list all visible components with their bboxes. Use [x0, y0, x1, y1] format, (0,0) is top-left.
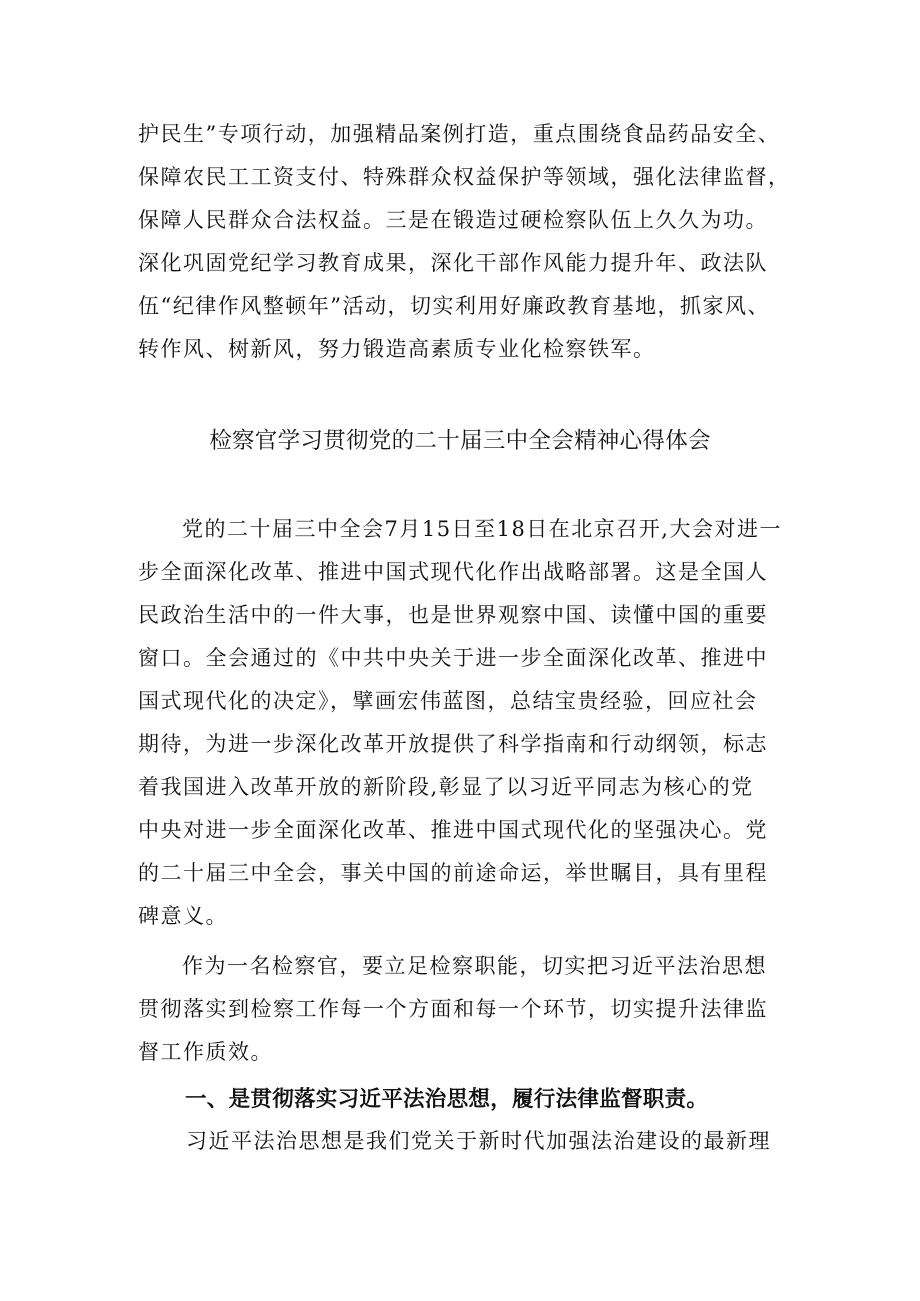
text-line: 党的二十届三中全会7月15日至18日在北京召开,大会对进一	[182, 517, 782, 541]
section-heading: 一、是贯彻落实习近平法治思想，履行法律监督职责。	[185, 1087, 709, 1112]
text-line: 步全面深化改革、推进中国式现代化作出战略部署。这是全国人	[138, 560, 768, 584]
text-line: 伍“纪律作风整顿年”活动，切实利用好廉政教育基地，抓家风、	[138, 294, 770, 318]
text-line: 督工作质效。	[138, 1040, 273, 1064]
text-line: 转作风、树新风，努力锻造高素质专业化检察铁军。	[138, 337, 656, 361]
text-line: 习近平法治思想是我们党关于新时代加强法治建设的最新理	[186, 1129, 771, 1153]
text-line: 窗口。全会通过的《中共中央关于进一步全面深化改革、推进中	[138, 646, 768, 670]
text-line: 的二十届三中全会，事关中国的前途命运，举世瞩目，具有里程	[138, 861, 768, 885]
text-line: 深化巩固党纪学习教育成果，深化干部作风能力提升年、政法队	[138, 251, 768, 275]
text-line: 碑意义。	[138, 904, 228, 928]
text-line: 期待，为进一步深化改革开放提供了科学指南和行动纲领，标志	[138, 732, 768, 756]
text-line: 作为一名检察官，要立足检察职能，切实把习近平法治思想	[182, 954, 767, 978]
text-line: 国式现代化的决定》，擘画宏伟蓝图，总结宝贵经验，回应社会	[138, 689, 758, 713]
text-line: 保障人民群众合法权益。三是在锻造过硬检察队伍上久久为功。	[138, 208, 768, 232]
text-line: 保障农民工工资支付、特殊群众权益保护等领域，强化法律监督，	[138, 165, 791, 189]
article-title: 检察官学习贯彻党的二十届三中全会精神心得体会	[209, 428, 711, 454]
text-line: 中央对进一步全面深化改革、推进中国式现代化的坚强决心。党	[138, 818, 768, 842]
text-line: 护民生”专项行动，加强精品案例打造，重点围绕食品药品安全、	[138, 122, 781, 146]
text-line: 民政治生活中的一件大事，也是世界观察中国、读懂中国的重要	[138, 603, 768, 627]
text-line: 着我国进入改革开放的新阶段,彰显了以习近平同志为核心的党	[138, 775, 754, 799]
text-line: 贯彻落实到检察工作每一个方面和每一个环节，切实提升法律监	[138, 997, 768, 1021]
